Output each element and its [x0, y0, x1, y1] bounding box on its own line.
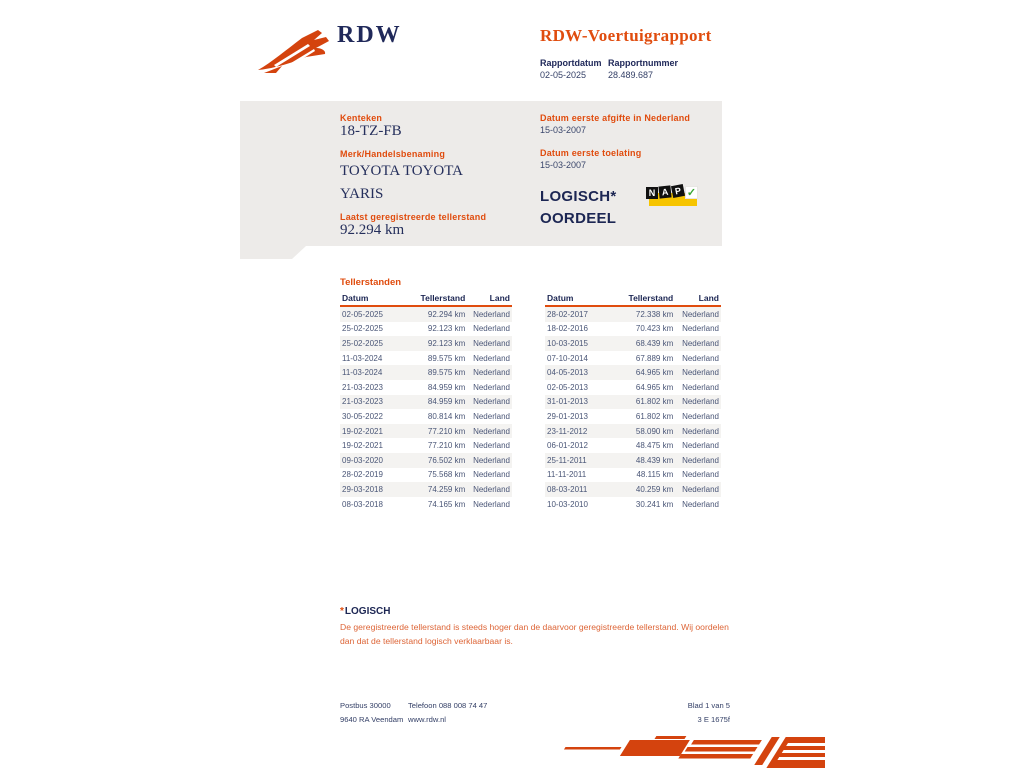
table-cell: 29-03-2018	[342, 484, 383, 494]
footer-website: www.rdw.nl	[408, 715, 446, 724]
table-row	[545, 497, 721, 512]
table-cell: 48.439 km	[635, 455, 674, 465]
report-date-value: 02-05-2025	[540, 70, 587, 80]
table-cell: 06-01-2012	[547, 441, 588, 451]
merk-value: TOYOTA TOYOTA YARIS	[340, 163, 463, 202]
col-header-tellerstand: Tellerstand	[628, 293, 674, 303]
table-cell: 84.959 km	[427, 397, 466, 407]
table-cell: 09-03-2020	[342, 455, 383, 465]
table-cell: 64.965 km	[635, 382, 674, 392]
footnote-asterisk: *	[340, 606, 344, 617]
table-cell: 28-02-2019	[342, 470, 383, 480]
table-header-row	[340, 290, 512, 307]
col-header-datum: Datum	[342, 293, 369, 303]
table-row	[545, 307, 721, 322]
table-cell: 30.241 km	[635, 499, 674, 509]
table-cell: 31-01-2013	[547, 397, 588, 407]
table-cell: 10-03-2010	[547, 499, 588, 509]
table-cell: Nederland	[682, 441, 719, 451]
footnote-title-text: LOGISCH	[344, 606, 391, 617]
table-row	[340, 438, 512, 453]
table-cell: 68.439 km	[635, 338, 674, 348]
table-row	[545, 409, 721, 424]
table-cell: Nederland	[473, 397, 510, 407]
table-cell: 64.965 km	[635, 368, 674, 378]
table-cell: 19-02-2021	[342, 441, 383, 451]
table-cell: Nederland	[682, 368, 719, 378]
table-cell: 74.165 km	[427, 499, 466, 509]
tellerstanden-table-right	[545, 290, 721, 511]
table-cell: 19-02-2021	[342, 426, 383, 436]
table-cell: 07-10-2014	[547, 353, 588, 363]
footer-page-info	[638, 699, 730, 727]
kenteken-value: 18-TZ-FB	[340, 123, 402, 139]
table-cell: 61.802 km	[635, 411, 674, 421]
table-cell: 23-11-2012	[547, 426, 588, 436]
afgifte-value: 15-03-2007	[540, 125, 587, 135]
report-date-label: Rapportdatum	[540, 58, 602, 68]
table-cell: 61.802 km	[635, 397, 674, 407]
table-cell: Nederland	[473, 470, 510, 480]
footer-form-code: 3 E 1675f	[697, 715, 730, 724]
table-cell: Nederland	[682, 484, 719, 494]
footer-postbus: Postbus 30000	[340, 701, 391, 710]
table-cell: 92.123 km	[427, 338, 466, 348]
toelating-label: Datum eerste toelating	[540, 148, 642, 158]
table-row	[340, 409, 512, 424]
footer-city: 9640 RA Veendam	[340, 715, 404, 724]
nap-letter-p: P	[671, 184, 685, 198]
footnote-body: De geregistreerde tellerstand is steeds hoger dan de daarvoor geregistreerde tellerstand. Wij oordelen dan dat de tellerstand logisch verklaarbaar is.	[340, 622, 729, 646]
footer-contact	[408, 699, 487, 727]
nap-letter-a: A	[658, 185, 671, 198]
tellerstand-value: 92.294 km	[340, 222, 405, 238]
table-row	[340, 468, 512, 483]
table-row	[340, 307, 512, 322]
table-row	[545, 482, 721, 497]
rdw-bird-logo-icon	[256, 24, 334, 74]
nap-check-icon: ✓	[686, 187, 697, 199]
table-header-row	[545, 290, 721, 307]
table-cell: 02-05-2025	[342, 309, 383, 319]
table-cell: 29-01-2013	[547, 411, 588, 421]
table-cell: 10-03-2015	[547, 338, 588, 348]
table-cell: 75.568 km	[427, 470, 466, 480]
table-row	[340, 453, 512, 468]
table-cell: Nederland	[473, 455, 510, 465]
vehicle-summary-box	[240, 101, 722, 259]
document-title: RDW-Voertuigrapport	[540, 26, 712, 45]
table-cell: Nederland	[473, 309, 510, 319]
vehicle-stripes-graphic-icon	[525, 735, 825, 768]
table-cell: Nederland	[682, 455, 719, 465]
table-cell: 67.889 km	[635, 353, 674, 363]
table-row	[340, 351, 512, 366]
table-cell: Nederland	[682, 411, 719, 421]
report-number-label: Rapportnummer	[608, 58, 679, 68]
table-cell: Nederland	[473, 426, 510, 436]
table-cell: 76.502 km	[427, 455, 466, 465]
table-cell: Nederland	[473, 499, 510, 509]
table-row	[545, 395, 721, 410]
table-cell: 30-05-2022	[342, 411, 383, 421]
table-cell: 92.294 km	[427, 309, 466, 319]
table-row	[545, 468, 721, 483]
table-cell: 48.115 km	[636, 470, 674, 480]
oordeel-line1: LOGISCH*	[540, 188, 617, 205]
table-cell: 28-02-2017	[547, 309, 588, 319]
oordeel-text	[540, 186, 617, 230]
col-header-land: Land	[489, 293, 510, 303]
table-row	[340, 380, 512, 395]
table-cell: 89.575 km	[427, 353, 466, 363]
table-cell: 25-11-2011	[547, 455, 587, 465]
tellerstand-label: Laatst geregistreerde tellerstand	[340, 212, 487, 222]
table-cell: Nederland	[473, 338, 510, 348]
table-cell: Nederland	[473, 484, 510, 494]
nap-letter-n: N	[646, 187, 658, 199]
table-cell: 40.259 km	[635, 484, 674, 494]
table-row	[340, 482, 512, 497]
report-number-value: 28.489.687	[608, 70, 654, 80]
table-cell: Nederland	[473, 353, 510, 363]
col-header-tellerstand: Tellerstand	[420, 293, 466, 303]
table-row	[545, 322, 721, 337]
table-row	[545, 453, 721, 468]
tellerstanden-table-left	[340, 290, 512, 511]
table-cell: 74.259 km	[427, 484, 466, 494]
table-cell: Nederland	[473, 382, 510, 392]
table-cell: 48.475 km	[635, 441, 674, 451]
col-header-land: Land	[698, 293, 719, 303]
table-cell: 11-11-2011	[547, 470, 587, 480]
oordeel-line2: OORDEEL	[540, 210, 617, 227]
table-body	[545, 307, 721, 511]
table-row	[545, 380, 721, 395]
table-cell: Nederland	[473, 441, 510, 451]
afgifte-label: Datum eerste afgifte in Nederland	[540, 113, 691, 123]
table-row	[545, 351, 721, 366]
merk-label: Merk/Handelsbenaming	[340, 149, 446, 159]
table-row	[340, 322, 512, 337]
col-header-datum: Datum	[547, 293, 574, 303]
tellerstanden-heading: Tellerstanden	[340, 277, 402, 288]
table-cell: Nederland	[682, 338, 719, 348]
table-body	[340, 307, 512, 511]
table-cell: 11-03-2024	[342, 368, 383, 378]
table-cell: 84.959 km	[427, 382, 466, 392]
table-row	[340, 395, 512, 410]
table-cell: Nederland	[682, 426, 719, 436]
table-cell: 92.123 km	[427, 324, 466, 334]
footer-phone: Telefoon 088 008 74 47	[408, 701, 488, 710]
footer-page-number: Blad 1 van 5	[687, 701, 730, 710]
table-cell: 18-02-2016	[547, 324, 588, 334]
table-row	[545, 424, 721, 439]
table-row	[340, 497, 512, 512]
table-row	[545, 336, 721, 351]
footnote-title	[340, 606, 390, 617]
table-cell: 21-03-2023	[342, 382, 383, 392]
table-cell: Nederland	[682, 470, 719, 480]
nap-logo	[646, 184, 700, 210]
toelating-value: 15-03-2007	[540, 160, 587, 170]
table-cell: 25-02-2025	[342, 338, 383, 348]
table-cell: 02-05-2013	[547, 382, 588, 392]
table-cell: 72.338 km	[635, 309, 674, 319]
table-cell: Nederland	[682, 382, 719, 392]
table-cell: 77.210 km	[427, 426, 466, 436]
table-cell: 21-03-2023	[342, 397, 383, 407]
table-cell: 77.210 km	[427, 441, 466, 451]
table-cell: Nederland	[682, 353, 719, 363]
table-cell: 08-03-2018	[342, 499, 383, 509]
footer-address	[340, 699, 403, 727]
table-cell: Nederland	[473, 324, 510, 334]
table-cell: Nederland	[473, 368, 510, 378]
table-row	[340, 336, 512, 351]
table-row	[545, 438, 721, 453]
table-cell: 58.090 km	[635, 426, 674, 436]
table-cell: 08-03-2011	[547, 484, 588, 494]
table-cell: 80.814 km	[427, 411, 466, 421]
table-cell: 25-02-2025	[342, 324, 383, 334]
table-row	[340, 424, 512, 439]
table-cell: Nederland	[682, 309, 719, 319]
table-cell: 70.423 km	[635, 324, 674, 334]
table-cell: Nederland	[682, 324, 719, 334]
table-cell: 04-05-2013	[547, 368, 588, 378]
rdw-logo-text: RDW	[337, 22, 402, 48]
table-cell: Nederland	[682, 397, 719, 407]
table-row	[340, 365, 512, 380]
table-cell: Nederland	[682, 499, 719, 509]
table-cell: 89.575 km	[427, 368, 466, 378]
table-cell: 11-03-2024	[342, 353, 383, 363]
table-cell: Nederland	[473, 411, 510, 421]
kenteken-label: Kenteken	[340, 113, 383, 123]
table-row	[545, 365, 721, 380]
